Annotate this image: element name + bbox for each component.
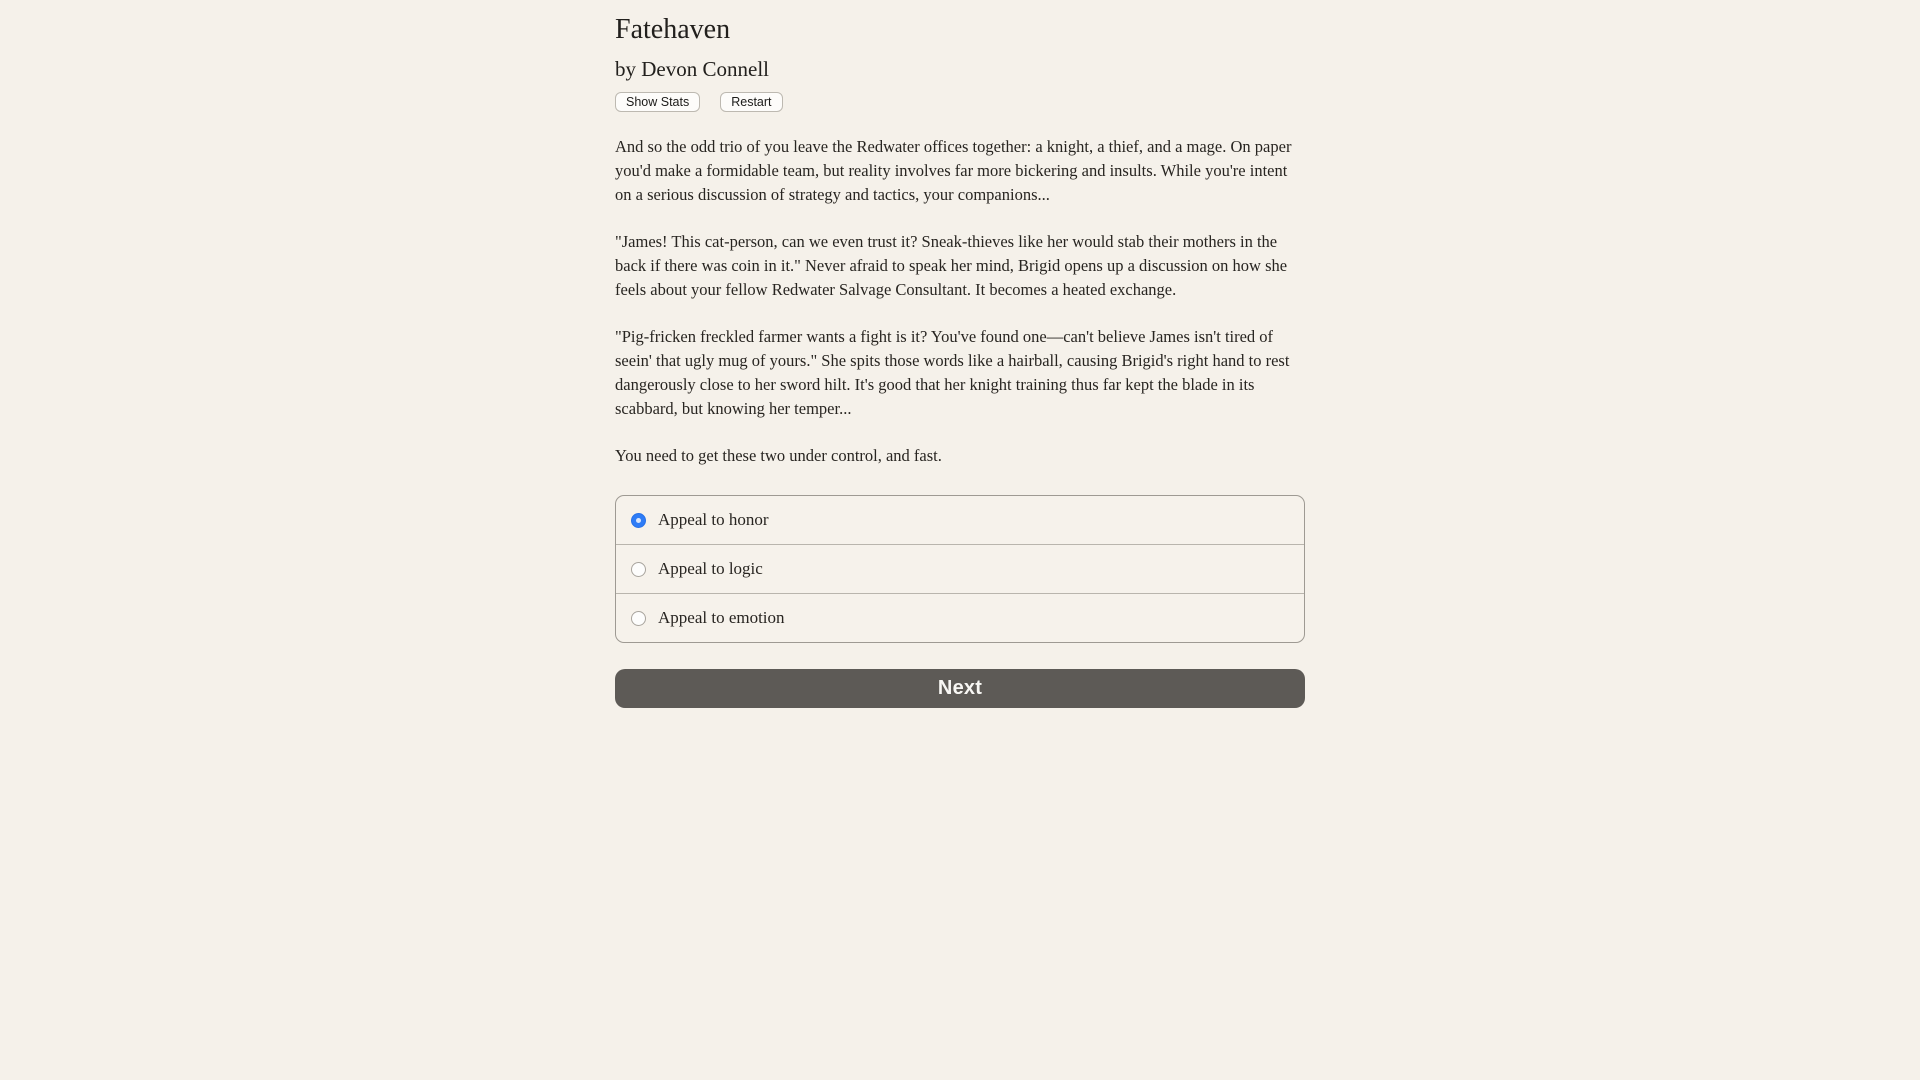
choice-option-appeal-to-emotion[interactable] (616, 593, 1304, 642)
story-paragraph: "James! This cat-person, can we even trust it? Sneak-thieves like her would stab their mothers in the back if there was coin in it." Never afraid to speak her mind, Brigid opens up a discussion on how she feels about your fellow Redwater Salvage Consultant. It becomes a heated exchange. (615, 232, 1288, 299)
story-text (615, 135, 1305, 468)
story-paragraph: "Pig-fricken freckled farmer wants a fight is it? You've found one—can't believe James isn't tired of seein' that ugly mug of yours." She spits those words like a hairball, causing Brigid's right hand to rest dangerously close to her sword hilt. It's good that her knight training thus far kept the blade in its scabbard, but knowing her temper... (615, 327, 1290, 418)
choice-option-label: Appeal to honor (658, 510, 769, 529)
choice-option-appeal-to-honor[interactable] (616, 496, 1304, 544)
content-column (615, 0, 1305, 708)
toolbar (615, 92, 1305, 112)
show-stats-button[interactable]: Show Stats (615, 92, 700, 112)
radio-selected-icon[interactable] (631, 513, 646, 528)
story-paragraph: You need to get these two under control, and fast. (615, 446, 942, 465)
author-byline: by Devon Connell (615, 57, 769, 81)
game-title: Fatehaven (615, 14, 731, 45)
choice-list (615, 495, 1305, 643)
choice-option-appeal-to-logic[interactable] (616, 544, 1304, 593)
radio-unselected-icon[interactable] (631, 562, 646, 577)
story-paragraph: And so the odd trio of you leave the Redwater offices together: a knight, a thief, and a mage. On paper you'd make a formidable team, but reality involves far more bickering and insults. While you're intent on a serious discussion of strategy and tactics, your companions... (615, 137, 1292, 204)
choice-option-label: Appeal to logic (658, 559, 763, 578)
choice-option-label: Appeal to emotion (658, 608, 785, 627)
next-button[interactable]: Next (615, 669, 1305, 708)
radio-unselected-icon[interactable] (631, 611, 646, 626)
restart-button[interactable]: Restart (720, 92, 782, 112)
